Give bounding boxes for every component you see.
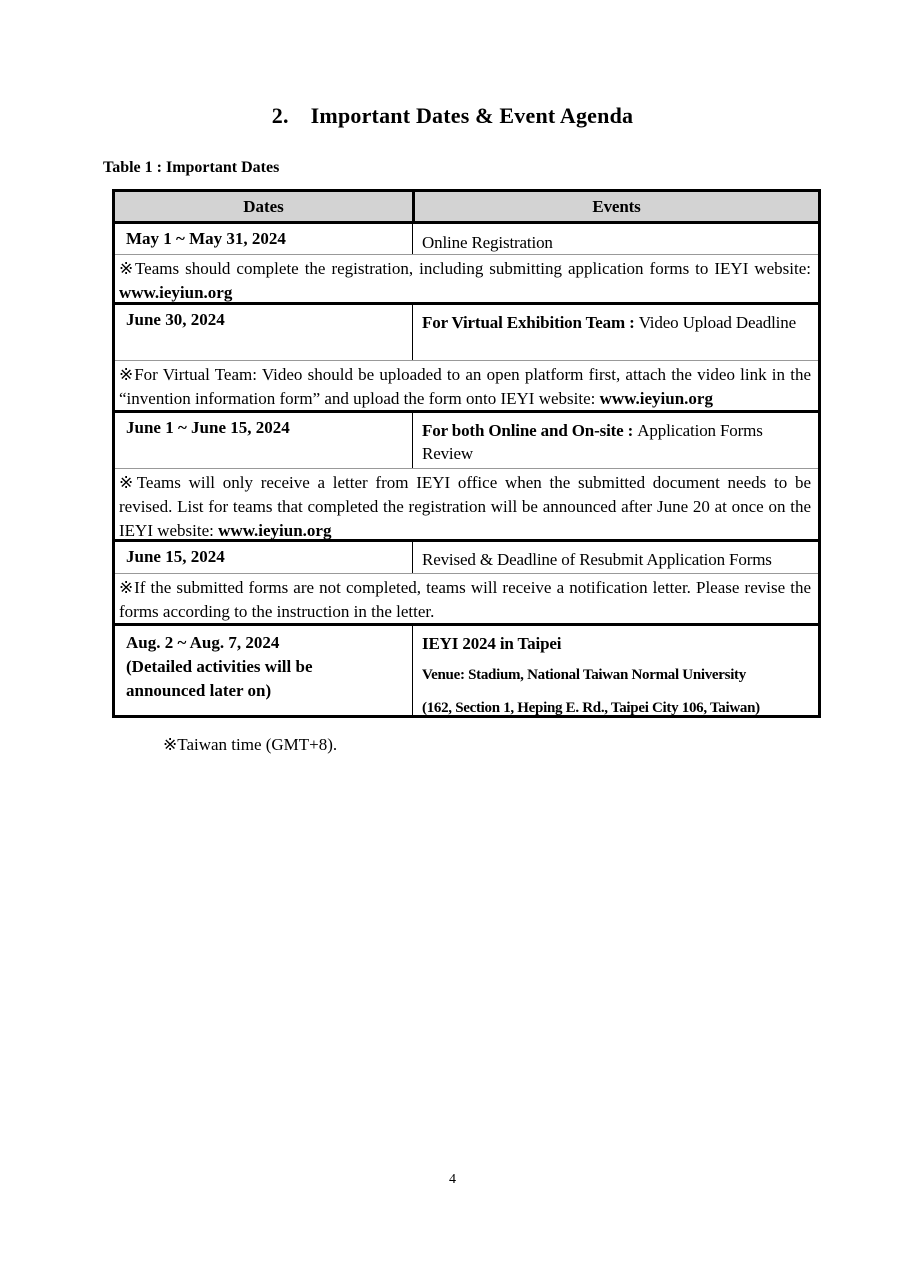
date-line: (Detailed activities will be (126, 657, 313, 676)
event-cell (412, 542, 818, 573)
event-cell (412, 224, 818, 254)
table-header-row (115, 192, 818, 224)
event-text: Application Forms Review (422, 421, 763, 463)
event-text: Video Upload Deadline (638, 313, 796, 332)
page-number: 4 (449, 1172, 456, 1187)
event-cell (412, 413, 818, 468)
date-cell: June 15, 2024 (126, 547, 225, 566)
note-text: ※Teams will only receive a letter from IEYI office when the submitted document needs to be revised. List for teams that completed the registration will be announced after June 20 at once on the IEYI website: (119, 473, 811, 540)
event-cell (412, 305, 818, 360)
date-line: announced later on) (126, 681, 272, 700)
event-venue: Venue: Stadium, National Taiwan Normal University (422, 667, 746, 683)
date-cell (115, 626, 412, 715)
event-address: (162, Section 1, Heping E. Rd., Taipei City 106, Taiwan) (422, 700, 760, 716)
column-header-events: Events (412, 192, 818, 221)
event-emphasis: For both Online and On-site : (422, 421, 638, 440)
table-row (115, 413, 818, 469)
table-row (115, 542, 818, 574)
date-cell: June 30, 2024 (126, 310, 225, 329)
note-text: ※For Virtual Team: Video should be uploaded to an open platform first, attach the video link in the “invention information form” and upload the form onto IEYI website: (119, 365, 811, 408)
event-text: Online Registration (422, 233, 553, 252)
table-row (115, 224, 818, 255)
event-cell (412, 626, 818, 715)
date-cell: June 1 ~ June 15, 2024 (126, 418, 290, 437)
table-caption: Table 1 : Important Dates (103, 159, 280, 176)
heading-text: Important Dates & Event Agenda (310, 103, 634, 128)
date-line: Aug. 2 ~ Aug. 7, 2024 (126, 633, 280, 652)
date-cell: May 1 ~ May 31, 2024 (126, 229, 286, 248)
event-emphasis: For Virtual Exhibition Team : (422, 313, 639, 332)
website-url: www.ieyiun.org (218, 521, 332, 540)
event-title: IEYI 2024 in Taipei (422, 634, 562, 653)
website-url: www.ieyiun.org (599, 389, 713, 408)
note-row (115, 255, 818, 305)
heading-number: 2. (271, 103, 289, 128)
page-heading (0, 0, 905, 129)
note-text: ※Teams should complete the registration, including submitting application forms to IEYI website: (119, 259, 811, 278)
website-url: www.ieyiun.org (119, 283, 233, 302)
note-row (115, 469, 818, 542)
note-row (115, 361, 818, 413)
table-row (115, 305, 818, 361)
important-dates-table (112, 189, 821, 718)
event-text: Revised & Deadline of Resubmit Application Forms (422, 550, 772, 569)
column-header-dates: Dates (243, 196, 284, 216)
note-text: ※If the submitted forms are not completed, teams will receive a notification letter. Please revise the forms according to the instruction in the letter. (119, 578, 811, 621)
timezone-footnote: ※Taiwan time (GMT+8). (163, 735, 338, 754)
note-row (115, 574, 818, 626)
table-row (115, 626, 818, 715)
